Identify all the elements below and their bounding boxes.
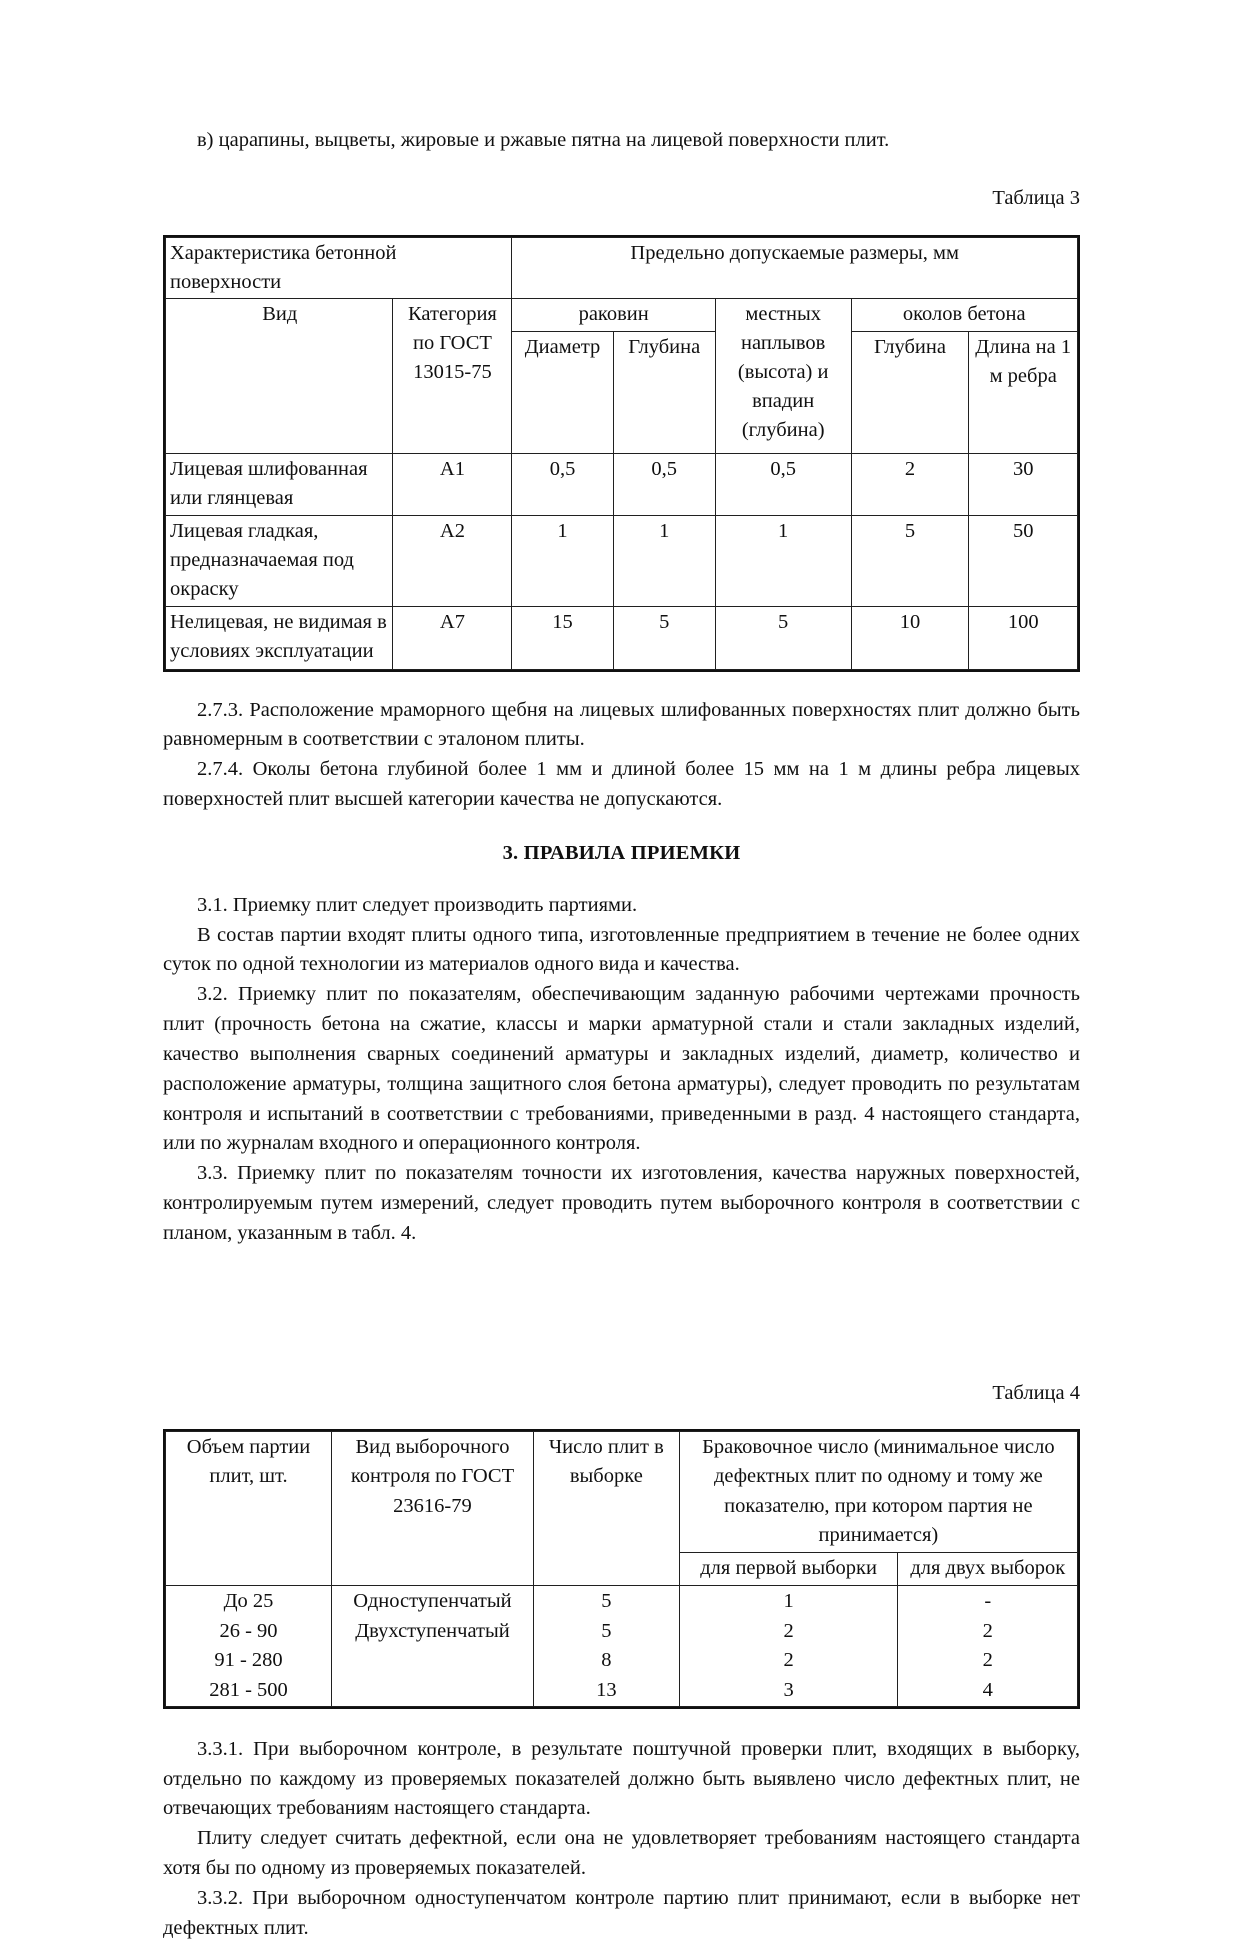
table4-cell-batch-volume: 26 - 90 xyxy=(219,1619,278,1642)
table4-cell-two-samples: 2 xyxy=(982,1619,993,1642)
paragraph-3-3-2: 3.3.2. При выборочном одноступенчатом контроле партию плит принимают, если в выборке нет дефектных плит. xyxy=(163,1886,1080,1939)
table3-cell-view: Нелицевая, не видимая в условиях эксплуатации xyxy=(166,607,393,669)
table4-header-plate-count: Число плит в выборке xyxy=(533,1432,679,1586)
table3-header-chip-depth: Глубина xyxy=(851,331,969,453)
spacer xyxy=(163,865,1080,891)
table3-cell-chip-depth: 10 xyxy=(851,607,969,669)
paragraph-3-1: 3.1. Приемку плит следует производить партиями. xyxy=(197,893,638,916)
table4-two-samples-column xyxy=(898,1585,1078,1706)
table3-header-surface-char: Характеристика бетонной поверхности xyxy=(166,237,512,298)
table3-header-chip-length: Длина на 1 м ребра xyxy=(969,331,1078,453)
table4-caption: Таблица 4 xyxy=(992,1381,1080,1404)
table3-header-shells: раковин xyxy=(512,298,715,331)
table3-cell-shell-depth: 0,5 xyxy=(613,453,715,515)
paragraph-3-3: 3.3. Приемку плит по показателям точности их изготовления, качества наружных поверхностей, контролируемым путем измерений, следует проводить путем выборочного контроля в соответствии с планом, указанным в табл. 4. xyxy=(163,1162,1080,1244)
table4-cell-first-sample: 2 xyxy=(783,1619,794,1642)
table4-data-row xyxy=(166,1585,1078,1706)
table3-header-row-1 xyxy=(166,237,1078,298)
table-row xyxy=(166,607,1078,669)
table3-cell-chip-depth: 2 xyxy=(851,453,969,515)
table3-header-category: Категория по ГОСТ 13015-75 xyxy=(393,298,512,453)
table4-cell-plate-count: 5 xyxy=(601,1619,612,1642)
table3-cell-shell-depth: 5 xyxy=(613,607,715,669)
table4-cell-plate-count: 8 xyxy=(601,1649,612,1672)
table4-header-batch-volume: Объем партии плит, шт. xyxy=(166,1432,332,1586)
table3-header-limits: Предельно допускаемые размеры, мм xyxy=(512,237,1078,298)
table3-header-local-buildups: местных наплывов (высота) и впадин (глубина) xyxy=(715,298,851,453)
table3-cell-local-buildups: 5 xyxy=(715,607,851,669)
table-row xyxy=(166,453,1078,515)
table3-cell-category: А2 xyxy=(393,516,512,607)
table4-cell-plate-count: 5 xyxy=(601,1589,612,1612)
table3-caption: Таблица 3 xyxy=(992,186,1080,209)
table4-header-reject-number: Браковочное число (минимальное число дефектных плит по одному и тому же показателю, при котором партия не принимается) xyxy=(679,1432,1077,1552)
table4-cell-control-type: Одноступенчатый xyxy=(353,1589,512,1612)
table4-cell-control-type xyxy=(336,1676,529,1706)
section-title-3: 3. ПРАВИЛА ПРИЕМКИ xyxy=(502,841,741,864)
spacer xyxy=(163,1249,1080,1379)
table3-cell-category: А1 xyxy=(393,453,512,515)
spacer xyxy=(163,815,1080,842)
table3-header-chips: околов бетона xyxy=(851,298,1078,331)
paragraph-3-2: 3.2. Приемку плит по показателям, обеспечивающим заданную рабочими чертежами прочность плит (прочность бетона на сжатие, классы и марки арматурной стали и стали закладных изделий, качество выполнения сварных соединений арматуры и закладных изделий, диаметр, количество и расположение арматуры, толщина защитного слоя бетона арматуры), следует проводить по результатам контроля и испытаний в соответствии с требованиями, приведенными в разд. 4 настоящего стандарта, или по журналам входного и операционного контроля. xyxy=(163,983,1080,1155)
table4-header-row-1 xyxy=(166,1432,1078,1552)
spacer xyxy=(163,213,1080,235)
spacer xyxy=(163,1407,1080,1429)
table4-container xyxy=(163,1429,1080,1708)
table3-header-row-2 xyxy=(166,298,1078,331)
table4-cell-two-samples: - xyxy=(984,1589,992,1612)
table3-cell-shell-depth: 1 xyxy=(613,516,715,607)
table-row xyxy=(166,516,1078,607)
table3-cell-view: Лицевая шлифованная или глянцевая xyxy=(166,453,393,515)
paragraph-3-1b: В состав партии входят плиты одного типа, изготовленные предприятием в течение не более одних суток по одной технологии из материалов одного вида и качества. xyxy=(163,923,1080,976)
table4-header-two-samples: для двух выборок xyxy=(898,1552,1078,1585)
table3-cell-category: А7 xyxy=(393,607,512,669)
table3-cell-shell-diameter: 0,5 xyxy=(512,453,613,515)
table4-batch-volume-column xyxy=(166,1585,332,1706)
table4-cell-two-samples: 2 xyxy=(982,1649,993,1672)
spacer xyxy=(163,1709,1080,1735)
spacer xyxy=(163,156,1080,184)
table3-header-shell-diameter: Диаметр xyxy=(512,331,613,453)
table3 xyxy=(165,237,1078,670)
table3-cell-chip-depth: 5 xyxy=(851,516,969,607)
paragraph-2-7-4: 2.7.4. Околы бетона глубиной более 1 мм и длиной более 15 мм на 1 м длины ребра лицевых поверхностей плит высшей категории качества не допускаются. xyxy=(163,758,1080,811)
table3-header-shell-depth: Глубина xyxy=(613,331,715,453)
paragraph-3-3-1: 3.3.1. При выборочном контроле, в результате поштучной проверки плит, входящих в выборку, отдельно по каждому из проверяемых показателей должно быть выявлено число дефектных плит, не отвечающих требованиям настоящего стандарта. xyxy=(163,1737,1080,1820)
page-content xyxy=(163,126,1080,1943)
table4-cell-first-sample: 2 xyxy=(783,1649,794,1672)
table4-cell-control-type: Двухступенчатый xyxy=(355,1619,510,1642)
table3-cell-chip-length: 50 xyxy=(969,516,1078,607)
table3-cell-local-buildups: 0,5 xyxy=(715,453,851,515)
table4-plate-count-column xyxy=(533,1585,679,1706)
table3-container xyxy=(163,235,1080,672)
table4 xyxy=(165,1431,1078,1706)
table4-cell-plate-count: 13 xyxy=(596,1678,617,1701)
table3-cell-chip-length: 100 xyxy=(969,607,1078,669)
table4-cell-two-samples: 4 xyxy=(982,1678,993,1701)
table3-cell-local-buildups: 1 xyxy=(715,516,851,607)
table3-cell-view: Лицевая гладкая, предназначаемая под окраску xyxy=(166,516,393,607)
table4-cell-control-type xyxy=(336,1646,529,1676)
paragraph-3-3-1b: Плиту следует считать дефектной, если она не удовлетворяет требованиям настоящего стандарта хотя бы по одному из проверяемых показателей. xyxy=(163,1827,1080,1879)
table4-cell-batch-volume: 91 - 280 xyxy=(214,1649,283,1672)
table3-header-view: Вид xyxy=(166,298,393,453)
table4-header-control-type: Вид выборочного контроля по ГОСТ 23616-79 xyxy=(332,1432,534,1586)
intro-item-paragraph: в) царапины, выцветы, жировые и ржавые пятна на лицевой поверхности плит. xyxy=(197,129,890,151)
table3-cell-chip-length: 30 xyxy=(969,453,1078,515)
table4-control-type-column xyxy=(332,1585,534,1706)
table4-cell-first-sample: 1 xyxy=(783,1589,794,1612)
table4-cell-batch-volume: 281 - 500 xyxy=(209,1678,288,1701)
table4-cell-first-sample: 3 xyxy=(783,1678,794,1701)
spacer xyxy=(163,672,1080,696)
table4-cell-batch-volume: До 25 xyxy=(223,1589,274,1612)
table4-header-first-sample: для первой выборки xyxy=(679,1552,898,1585)
table3-cell-shell-diameter: 1 xyxy=(512,516,613,607)
table4-first-sample-column xyxy=(679,1585,898,1706)
table3-cell-shell-diameter: 15 xyxy=(512,607,613,669)
paragraph-2-7-3: 2.7.3. Расположение мраморного щебня на лицевых шлифованных поверхностях плит должно быть равномерным в соответствии с эталоном плиты. xyxy=(163,698,1080,751)
